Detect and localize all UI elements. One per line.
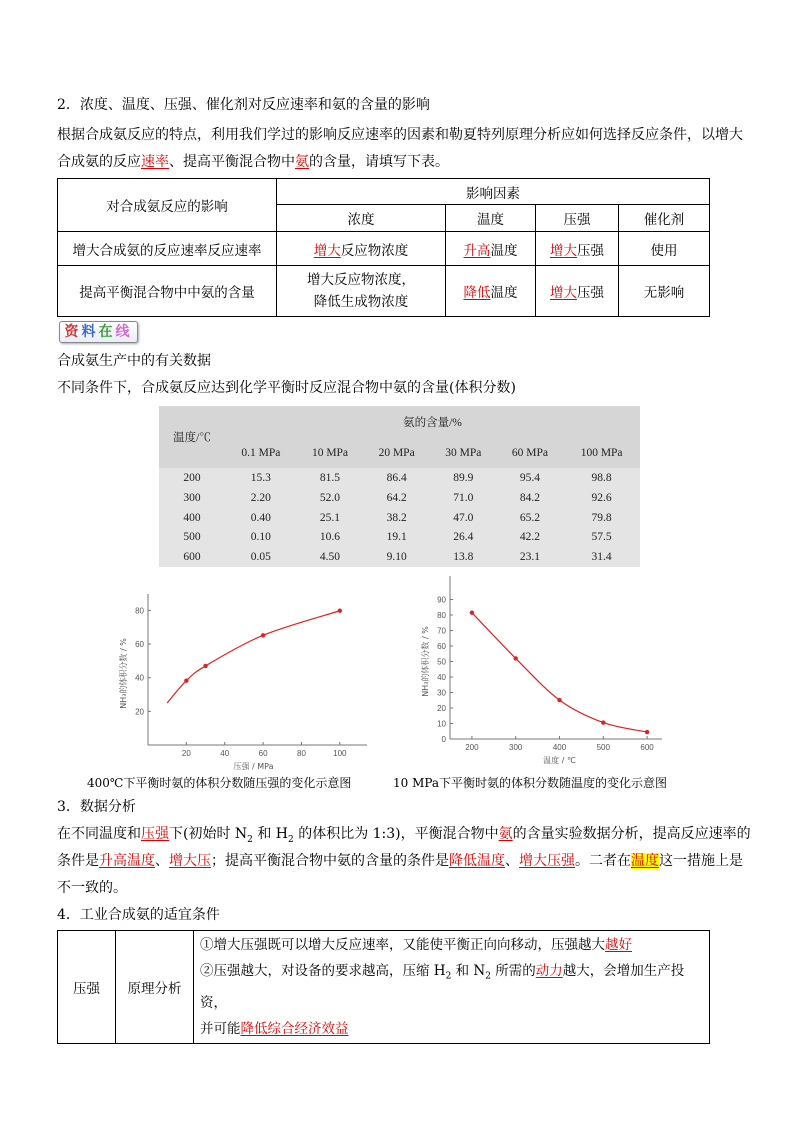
t2-cell: 0.05 [250, 551, 271, 564]
table-row [159, 488, 640, 508]
y-tick-label: 10 [437, 719, 446, 729]
t2-temp: 500 [183, 531, 201, 544]
cond-line3: 并可能降低综合经济效益 [200, 1020, 349, 1037]
t2-cell: 79.8 [591, 511, 612, 524]
t2-cell: 15.3 [250, 472, 271, 484]
t2-cell: 64.2 [386, 491, 407, 504]
y-tick-label: 20 [437, 704, 446, 713]
col-catalyst: 催化剂 [619, 205, 710, 232]
factor-table-corner: 对合成氨反应的影响 [58, 179, 277, 232]
section3-line1: 在不同温度和压强下(初始时 $N_2$ 和 $H_2$ 的体积比为 1:3)，平衡混合物中氨的含量实验数据分析，提高反应速率的 [57, 826, 751, 845]
data-point [184, 679, 188, 683]
t2-pressure-0: 0.1 MPa [225, 437, 297, 468]
x-tick-label: 20 [181, 749, 191, 758]
info-badge: 资料在线 [59, 321, 138, 343]
t2-cell: 47.0 [453, 511, 474, 524]
t2-cell: 0.10 [250, 531, 271, 544]
t2-cell: 26.4 [453, 531, 474, 544]
x-tick-label: 600 [640, 743, 654, 752]
chart-temperature [412, 574, 662, 770]
cond-line2: ②压强越大，对设备的要求越高，压缩 $H_2$ 和 $N_2$ 所需的动力越大，会增加生产投资， [200, 963, 685, 1011]
cond-principle-cell: 原理分析 [116, 931, 194, 1044]
col-pressure: 压强 [536, 205, 619, 232]
info-title: 合成氨生产中的有关数据 [57, 353, 211, 369]
t2-cell: 2.20 [250, 491, 271, 504]
data-point [514, 656, 518, 660]
t2-cell: 52.0 [319, 491, 341, 504]
y-tick-label: 60 [135, 640, 144, 650]
row1-label: 增大合成氨的反应速率反应速率 [58, 232, 277, 266]
t2-cell: 95.4 [519, 472, 540, 484]
t2-pressure-5: 100 MPa [563, 437, 640, 468]
y-tick-label: 0 [441, 735, 446, 744]
row1-catalyst: 使用 [619, 232, 710, 266]
row1-concentration: 增大反应物浓度 [277, 232, 446, 266]
row2-catalyst: 无影响 [619, 266, 710, 317]
x-tick-label: 60 [258, 749, 268, 758]
t2-temp: 600 [183, 551, 201, 564]
x-tick-label: 100 [333, 749, 347, 758]
x-tick-label: 40 [220, 749, 230, 758]
x-tick-label: 200 [465, 743, 479, 752]
t2-pressure-2: 20 MPa [363, 437, 430, 468]
info-desc: 不同条件下，合成氨反应达到化学平衡时反应混合物中氨的含量(体积分数) [57, 380, 516, 396]
row2-concentration: 增大反应物浓度， 降低生成物浓度 [277, 266, 446, 317]
y-tick-label: 50 [437, 657, 446, 667]
cond-analysis-cell [194, 931, 710, 1044]
t2-cell: 4.50 [319, 551, 341, 564]
table-row [159, 468, 640, 488]
t2-temp: 300 [183, 491, 201, 504]
t2-cell: 89.9 [453, 472, 474, 484]
t2-cell: 57.5 [591, 531, 612, 544]
t2-cell: 71.0 [453, 491, 474, 504]
y-tick-label: 60 [437, 642, 446, 651]
ammonia-content-table [159, 406, 640, 567]
condition-table [57, 930, 710, 1044]
row2-label: 提高平衡混合物中中氨的含量 [58, 266, 277, 317]
t2-cell: 23.1 [519, 551, 540, 564]
y-tick-label: 40 [135, 673, 144, 683]
y-tick-label: 70 [437, 626, 446, 636]
series-line [167, 611, 340, 703]
x-tick-label: 400 [552, 743, 567, 752]
t2-cell: 65.2 [519, 511, 540, 524]
table-row [159, 547, 640, 567]
t2-pressure-3: 30 MPa [430, 437, 497, 468]
t2-cell: 13.8 [453, 551, 474, 564]
section3-line2: 条件是升高温度、增大压；提高平衡混合物中氨的含量的条件是降低温度、增大压强。二者在温度这一措施上是 [57, 853, 743, 869]
x-tick-label: 300 [509, 743, 523, 752]
section2-intro-line2: 合成氨的反应速率、提高平衡混合物中氨的含量，请填写下表。 [57, 154, 449, 170]
row1-pressure: 增大压强 [536, 232, 619, 266]
section2-heading: 2．浓度、温度、压强、催化剂对反应速率和氨的含量的影响 [57, 97, 430, 113]
section2-intro-line1: 根据合成氨反应的特点，利用我们学过的影响反应速率的因素和勒夏特列原理分析应如何选择反应条件，以增大 [57, 127, 743, 143]
col-temperature: 温度 [446, 205, 536, 232]
t2-cell: 92.6 [591, 491, 612, 504]
x-tick-label: 80 [297, 749, 306, 758]
chart-pressure [118, 580, 368, 770]
y-tick-label: 80 [437, 611, 446, 620]
y-tick-label: 80 [135, 606, 144, 616]
table-row [159, 508, 640, 528]
t2-temp: 200 [183, 472, 201, 484]
y-axis-label: NH₃的体积分数 / % [421, 626, 430, 697]
x-axis-label: 压强 / MPa [233, 762, 274, 770]
factor-table [57, 178, 710, 317]
data-point [338, 609, 342, 613]
t2-cell: 86.4 [386, 472, 407, 484]
row1-temperature: 升高温度 [446, 232, 536, 266]
t2-group: 氨的含量/% [225, 406, 640, 437]
t2-cell: 9.10 [386, 551, 407, 564]
t2-pressure-1: 10 MPa [297, 437, 364, 468]
y-tick-label: 40 [437, 673, 446, 682]
data-point [645, 730, 649, 734]
section3-line3: 不一致的。 [57, 880, 127, 896]
data-point [203, 664, 207, 668]
t2-cell: 42.2 [519, 531, 540, 544]
t2-cell: 25.1 [319, 511, 341, 524]
data-point [601, 720, 605, 724]
data-point [261, 633, 265, 637]
t2-cell: 81.5 [319, 472, 341, 484]
data-point [557, 698, 561, 702]
y-tick-label: 90 [437, 595, 446, 605]
table-row [159, 527, 640, 547]
t2-cell: 31.4 [591, 551, 612, 564]
chart1-caption: 400℃下平衡时氨的体积分数随压强的变化示意图 [87, 776, 352, 790]
section3-heading: 3．数据分析 [57, 799, 136, 815]
t2-temp: 400 [183, 511, 201, 524]
y-tick-label: 20 [135, 707, 144, 717]
t2-cell: 0.40 [250, 511, 271, 524]
cond-line1: ①增大压强既可以增大反应速率，又能使平衡正向向移动，压强越大越好 [200, 937, 632, 953]
row2-pressure: 增大压强 [536, 266, 619, 317]
t2-cell: 19.1 [386, 531, 407, 544]
t2-cell: 84.2 [519, 491, 540, 504]
t2-pressure-4: 60 MPa [497, 437, 564, 468]
row2-temperature: 降低温度 [446, 266, 536, 317]
x-tick-label: 500 [596, 743, 610, 752]
t2-cell: 10.6 [319, 531, 341, 544]
section4-heading: 4．工业合成氨的适宜条件 [57, 907, 220, 923]
t2-cell: 98.8 [591, 472, 612, 484]
col-concentration: 浓度 [277, 205, 446, 232]
chart2-caption: 10 MPa下平衡时氨的体积分数随温度的变化示意图 [393, 776, 668, 790]
factor-table-group: 影响因素 [277, 179, 710, 205]
y-tick-label: 30 [437, 688, 446, 698]
series-line [472, 613, 647, 732]
t2-corner: 温度/℃ [159, 406, 225, 468]
x-axis-label: 温度 / ℃ [543, 756, 576, 765]
y-axis-label: NH₃的体积分数 / % [119, 638, 128, 709]
data-point [470, 610, 474, 614]
t2-cell: 38.2 [386, 511, 407, 524]
cond-pressure-cell: 压强 [58, 931, 116, 1044]
